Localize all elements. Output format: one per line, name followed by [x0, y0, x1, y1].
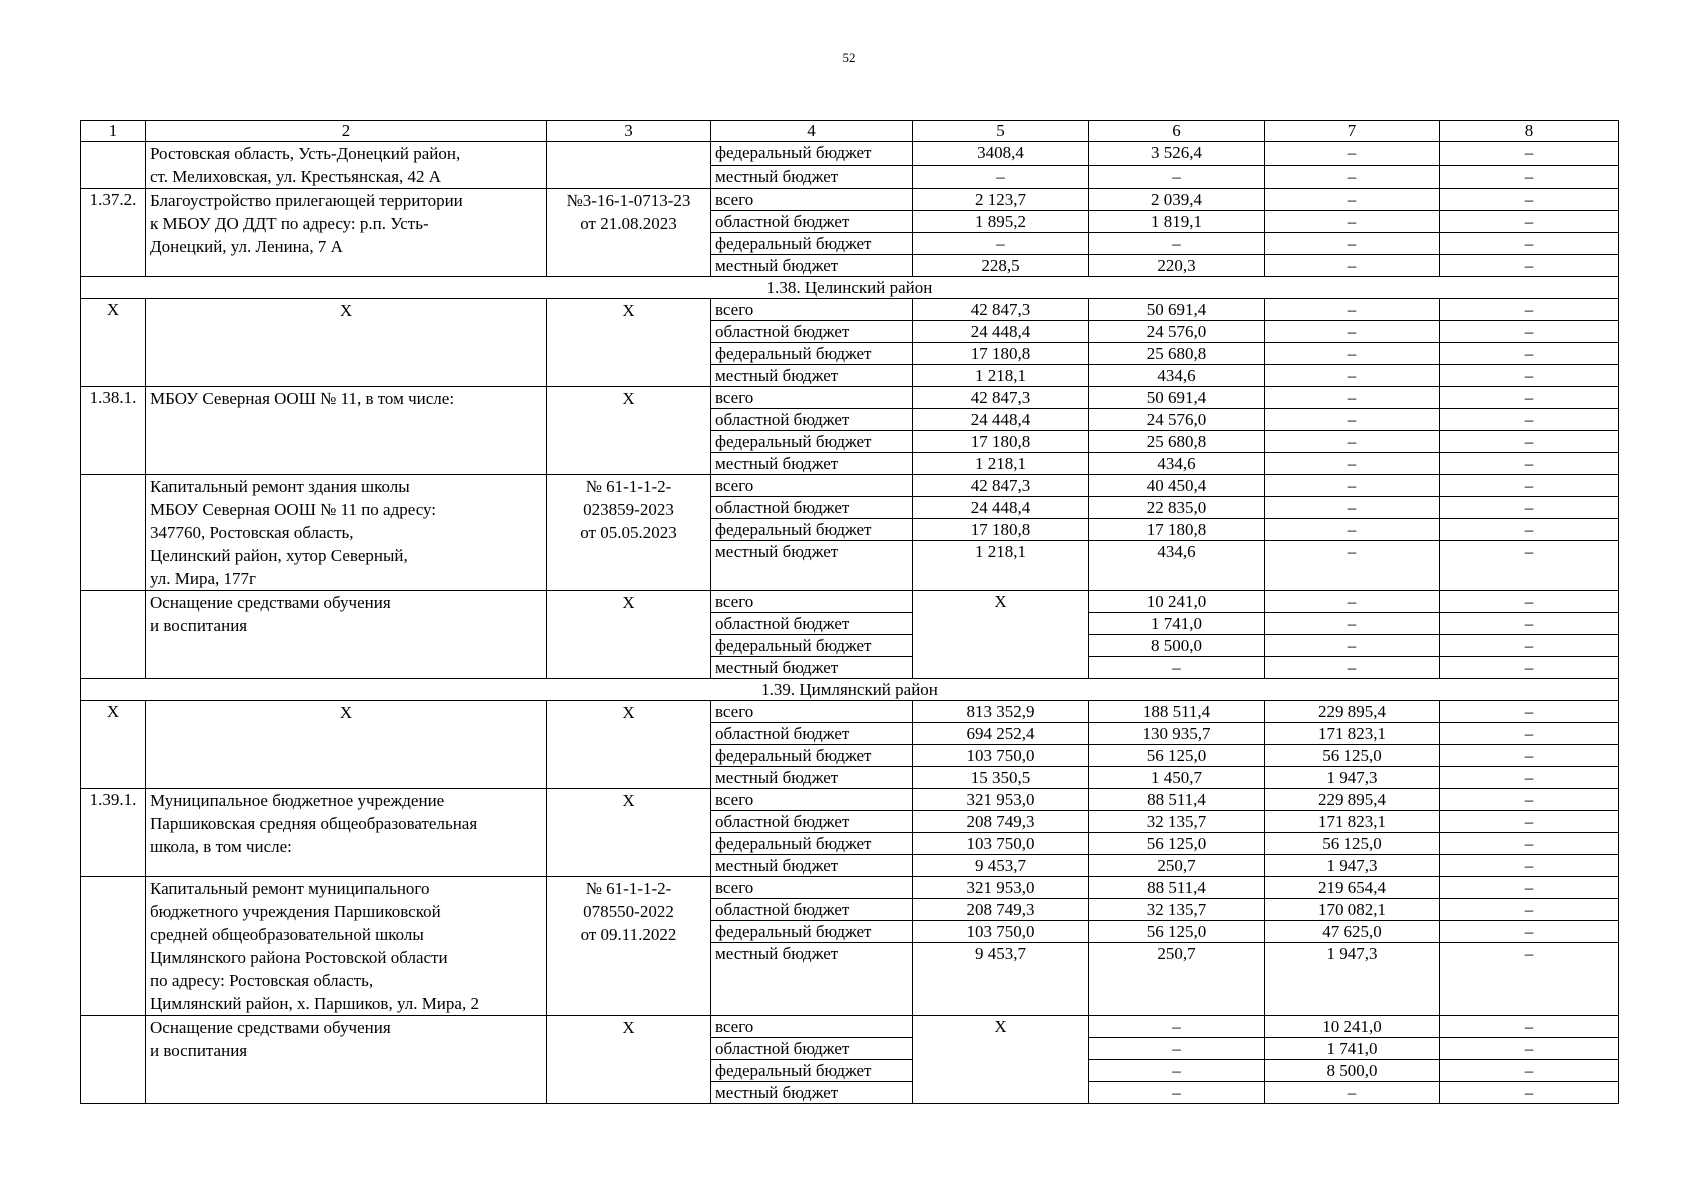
value-cell: – — [1265, 142, 1440, 166]
value-cell: 2 039,4 — [1089, 189, 1265, 211]
value-cell: – — [1265, 519, 1440, 541]
value-cell: 17 180,8 — [913, 431, 1089, 453]
value-cell: 22 835,0 — [1089, 497, 1265, 519]
value-cell: – — [1265, 1082, 1440, 1104]
budget-source: федеральный бюджет — [711, 519, 913, 541]
object-name: Капитальный ремонт здания школы МБОУ Северная ООШ № 11 по адресу: 347760, Ростовская область, Целинский район, хутор Северный, ул. Мира, 177г — [146, 475, 547, 591]
value-cell: 50 691,4 — [1089, 299, 1265, 321]
value-cell: 321 953,0 — [913, 877, 1089, 899]
value-cell: – — [1440, 591, 1619, 613]
value-cell: – — [1440, 943, 1619, 1016]
value-cell: 10 241,0 — [1265, 1016, 1440, 1038]
value-cell: 219 654,4 — [1265, 877, 1440, 899]
value-cell: 1 218,1 — [913, 365, 1089, 387]
value-cell: – — [1265, 613, 1440, 635]
value-cell: 2 123,7 — [913, 189, 1089, 211]
value-cell: 8 500,0 — [1089, 635, 1265, 657]
object-name: Капитальный ремонт муниципального бюджетного учреждения Паршиковской средней общеобразовательной школы Цимлянского района Ростовской области по адресу: Ростовская область, Цимлянский район, х. Паршиков, ул. Мира, 2 — [146, 877, 547, 1016]
document-number: X — [547, 387, 711, 475]
header-cell: 7 — [1265, 121, 1440, 142]
value-cell: – — [1440, 635, 1619, 657]
budget-source: областной бюджет — [711, 497, 913, 519]
budget-source: местный бюджет — [711, 855, 913, 877]
value-cell: – — [1440, 541, 1619, 591]
value-cell: – — [1265, 211, 1440, 233]
document-number: X — [547, 789, 711, 877]
budget-source: федеральный бюджет — [711, 142, 913, 166]
value-cell: 1 895,2 — [913, 211, 1089, 233]
table-row — [81, 1016, 1619, 1038]
object-name: Муниципальное бюджетное учреждение Паршиковская средняя общеобразовательная школа, в том числе: — [146, 789, 547, 877]
object-name: Благоустройство прилегающей территории к МБОУ ДО ДДТ по адресу: р.п. Усть- Донецкий, ул. Ленина, 7 А — [146, 189, 547, 277]
value-cell: – — [1440, 811, 1619, 833]
header-cell: 1 — [81, 121, 146, 142]
value-cell: – — [1440, 921, 1619, 943]
value-cell: 434,6 — [1089, 453, 1265, 475]
value-cell: – — [1440, 165, 1619, 189]
value-cell: – — [1440, 723, 1619, 745]
budget-source: местный бюджет — [711, 453, 913, 475]
budget-source: федеральный бюджет — [711, 1060, 913, 1082]
value-cell: 56 125,0 — [1089, 833, 1265, 855]
value-cell: 32 135,7 — [1089, 899, 1265, 921]
value-cell: – — [1089, 1038, 1265, 1060]
row-number — [81, 591, 146, 679]
budget-source: областной бюджет — [711, 723, 913, 745]
budget-source: областной бюджет — [711, 321, 913, 343]
value-cell: – — [1440, 387, 1619, 409]
value-cell: – — [1440, 475, 1619, 497]
value-cell: 1 218,1 — [913, 541, 1089, 591]
value-cell: – — [1440, 497, 1619, 519]
value-cell: – — [1440, 142, 1619, 166]
value-cell: 24 576,0 — [1089, 321, 1265, 343]
value-cell: – — [1089, 165, 1265, 189]
value-cell: – — [1265, 365, 1440, 387]
budget-source: всего — [711, 1016, 913, 1038]
value-cell: 9 453,7 — [913, 855, 1089, 877]
value-cell: – — [1440, 189, 1619, 211]
section-title: 1.38. Целинский район — [81, 277, 1619, 299]
row-number: X — [81, 299, 146, 387]
budget-source: всего — [711, 877, 913, 899]
value-cell: 208 749,3 — [913, 811, 1089, 833]
budget-table — [80, 120, 1619, 1104]
value-cell: 229 895,4 — [1265, 701, 1440, 723]
budget-source: областной бюджет — [711, 1038, 913, 1060]
value-cell: 1 947,3 — [1265, 855, 1440, 877]
value-cell: 103 750,0 — [913, 833, 1089, 855]
value-cell: 15 350,5 — [913, 767, 1089, 789]
value-cell: 40 450,4 — [1089, 475, 1265, 497]
document-number: X — [547, 591, 711, 679]
table-row — [81, 142, 1619, 166]
budget-source: федеральный бюджет — [711, 343, 913, 365]
value-cell: 32 135,7 — [1089, 811, 1265, 833]
value-cell: – — [1440, 855, 1619, 877]
table-row — [81, 701, 1619, 723]
row-number — [81, 877, 146, 1016]
value-cell: – — [1089, 657, 1265, 679]
value-cell: 42 847,3 — [913, 387, 1089, 409]
budget-source: местный бюджет — [711, 767, 913, 789]
value-cell: – — [1265, 591, 1440, 613]
value-cell: 88 511,4 — [1089, 877, 1265, 899]
value-cell: 24 448,4 — [913, 409, 1089, 431]
value-cell: 56 125,0 — [1089, 921, 1265, 943]
document-number — [547, 142, 711, 189]
budget-source: федеральный бюджет — [711, 921, 913, 943]
table-row — [81, 299, 1619, 321]
row-number: X — [81, 701, 146, 789]
value-cell: 24 448,4 — [913, 321, 1089, 343]
value-cell: – — [1265, 475, 1440, 497]
document-number: №3-16-1-0713-23 от 21.08.2023 — [547, 189, 711, 277]
value-cell: – — [1265, 233, 1440, 255]
value-cell: 88 511,4 — [1089, 789, 1265, 811]
value-cell: 8 500,0 — [1265, 1060, 1440, 1082]
value-cell: – — [1440, 701, 1619, 723]
value-cell: – — [1265, 431, 1440, 453]
merged-value-cell: X — [913, 1016, 1089, 1104]
table-row — [81, 475, 1619, 497]
value-cell: 1 741,0 — [1089, 613, 1265, 635]
value-cell: – — [1440, 833, 1619, 855]
object-name: Ростовская область, Усть-Донецкий район, ст. Мелиховская, ул. Крестьянская, 42 А — [146, 142, 547, 189]
budget-source: местный бюджет — [711, 1082, 913, 1104]
value-cell: – — [1440, 657, 1619, 679]
budget-source: федеральный бюджет — [711, 833, 913, 855]
value-cell: – — [1089, 1082, 1265, 1104]
value-cell: – — [1265, 299, 1440, 321]
object-name: МБОУ Северная ООШ № 11, в том числе: — [146, 387, 547, 475]
budget-source: местный бюджет — [711, 943, 913, 1016]
document-number: X — [547, 299, 711, 387]
value-cell: – — [1440, 519, 1619, 541]
section-row — [81, 277, 1619, 299]
value-cell: – — [1440, 1038, 1619, 1060]
budget-source: областной бюджет — [711, 211, 913, 233]
value-cell: – — [1440, 409, 1619, 431]
value-cell: – — [1089, 1060, 1265, 1082]
budget-source: всего — [711, 701, 913, 723]
value-cell: 42 847,3 — [913, 475, 1089, 497]
value-cell: 188 511,4 — [1089, 701, 1265, 723]
value-cell: – — [1440, 431, 1619, 453]
table-row — [81, 789, 1619, 811]
header-cell: 8 — [1440, 121, 1619, 142]
header-cell: 4 — [711, 121, 913, 142]
budget-source: местный бюджет — [711, 165, 913, 189]
value-cell: – — [1440, 1016, 1619, 1038]
value-cell: – — [1265, 387, 1440, 409]
value-cell: – — [1265, 321, 1440, 343]
value-cell: – — [1265, 343, 1440, 365]
object-name: Оснащение средствами обучения и воспитания — [146, 591, 547, 679]
budget-source: областной бюджет — [711, 811, 913, 833]
budget-source: федеральный бюджет — [711, 635, 913, 657]
value-cell: – — [1265, 453, 1440, 475]
value-cell: 1 947,3 — [1265, 943, 1440, 1016]
value-cell: 17 180,8 — [1089, 519, 1265, 541]
value-cell: 3408,4 — [913, 142, 1089, 166]
value-cell: – — [1265, 541, 1440, 591]
value-cell: – — [913, 165, 1089, 189]
value-cell: – — [1089, 1016, 1265, 1038]
header-cell: 3 — [547, 121, 711, 142]
header-row — [81, 121, 1619, 142]
value-cell: 3 526,4 — [1089, 142, 1265, 166]
value-cell: – — [1440, 211, 1619, 233]
value-cell: 17 180,8 — [913, 343, 1089, 365]
value-cell: – — [1440, 365, 1619, 387]
value-cell: – — [1440, 745, 1619, 767]
row-number: 1.38.1. — [81, 387, 146, 475]
budget-source: местный бюджет — [711, 541, 913, 591]
value-cell: 103 750,0 — [913, 921, 1089, 943]
row-number — [81, 475, 146, 591]
value-cell: 250,7 — [1089, 855, 1265, 877]
value-cell: – — [1440, 321, 1619, 343]
value-cell: 170 082,1 — [1265, 899, 1440, 921]
budget-source: местный бюджет — [711, 255, 913, 277]
row-number — [81, 1016, 146, 1104]
value-cell: 56 125,0 — [1265, 833, 1440, 855]
value-cell: 50 691,4 — [1089, 387, 1265, 409]
value-cell: 220,3 — [1089, 255, 1265, 277]
budget-source: всего — [711, 475, 913, 497]
value-cell: – — [1089, 233, 1265, 255]
value-cell: – — [1440, 233, 1619, 255]
document-number: X — [547, 701, 711, 789]
value-cell: – — [1440, 299, 1619, 321]
document-number: № 61-1-1-2- 023859-2023 от 05.05.2023 — [547, 475, 711, 591]
object-name: X — [146, 299, 547, 387]
value-cell: 1 741,0 — [1265, 1038, 1440, 1060]
budget-source: областной бюджет — [711, 613, 913, 635]
value-cell: 434,6 — [1089, 365, 1265, 387]
section-title: 1.39. Цимлянский район — [81, 679, 1619, 701]
value-cell: – — [1440, 255, 1619, 277]
value-cell: 321 953,0 — [913, 789, 1089, 811]
value-cell: 208 749,3 — [913, 899, 1089, 921]
value-cell: 17 180,8 — [913, 519, 1089, 541]
table-row — [81, 387, 1619, 409]
value-cell: – — [1440, 877, 1619, 899]
object-name: X — [146, 701, 547, 789]
value-cell: 103 750,0 — [913, 745, 1089, 767]
value-cell: 813 352,9 — [913, 701, 1089, 723]
table-body — [81, 121, 1619, 1104]
value-cell: – — [1440, 613, 1619, 635]
value-cell: – — [1440, 899, 1619, 921]
value-cell: 25 680,8 — [1089, 431, 1265, 453]
value-cell: – — [1265, 497, 1440, 519]
value-cell: – — [1440, 1060, 1619, 1082]
table-row — [81, 591, 1619, 613]
value-cell: 229 895,4 — [1265, 789, 1440, 811]
value-cell: – — [1265, 409, 1440, 431]
value-cell: 42 847,3 — [913, 299, 1089, 321]
value-cell: 47 625,0 — [1265, 921, 1440, 943]
value-cell: 250,7 — [1089, 943, 1265, 1016]
budget-source: всего — [711, 189, 913, 211]
value-cell: 9 453,7 — [913, 943, 1089, 1016]
value-cell: – — [1440, 343, 1619, 365]
value-cell: – — [1265, 657, 1440, 679]
value-cell: 24 576,0 — [1089, 409, 1265, 431]
value-cell: 56 125,0 — [1265, 745, 1440, 767]
budget-source: всего — [711, 789, 913, 811]
section-row — [81, 679, 1619, 701]
header-cell: 6 — [1089, 121, 1265, 142]
header-cell: 2 — [146, 121, 547, 142]
budget-source: всего — [711, 387, 913, 409]
value-cell: – — [1440, 789, 1619, 811]
page-number: 52 — [842, 50, 856, 65]
merged-value-cell: X — [913, 591, 1089, 679]
value-cell: 171 823,1 — [1265, 723, 1440, 745]
budget-source: местный бюджет — [711, 365, 913, 387]
value-cell: 434,6 — [1089, 541, 1265, 591]
budget-source: федеральный бюджет — [711, 745, 913, 767]
value-cell: – — [1265, 189, 1440, 211]
value-cell: 56 125,0 — [1089, 745, 1265, 767]
object-name: Оснащение средствами обучения и воспитания — [146, 1016, 547, 1104]
table-row — [81, 189, 1619, 211]
document-number: № 61-1-1-2- 078550-2022 от 09.11.2022 — [547, 877, 711, 1016]
value-cell: 1 218,1 — [913, 453, 1089, 475]
value-cell: – — [1440, 453, 1619, 475]
budget-source: всего — [711, 591, 913, 613]
value-cell: – — [1265, 165, 1440, 189]
value-cell: – — [1265, 255, 1440, 277]
value-cell: 10 241,0 — [1089, 591, 1265, 613]
table-row — [81, 877, 1619, 899]
value-cell: – — [913, 233, 1089, 255]
value-cell: – — [1440, 767, 1619, 789]
value-cell: 130 935,7 — [1089, 723, 1265, 745]
value-cell: – — [1440, 1082, 1619, 1104]
row-number: 1.39.1. — [81, 789, 146, 877]
row-number: 1.37.2. — [81, 189, 146, 277]
row-number — [81, 142, 146, 189]
header-cell: 5 — [913, 121, 1089, 142]
budget-source: федеральный бюджет — [711, 431, 913, 453]
value-cell: 1 450,7 — [1089, 767, 1265, 789]
document-number: X — [547, 1016, 711, 1104]
value-cell: 171 823,1 — [1265, 811, 1440, 833]
value-cell: 25 680,8 — [1089, 343, 1265, 365]
value-cell: 1 947,3 — [1265, 767, 1440, 789]
value-cell: 228,5 — [913, 255, 1089, 277]
budget-source: федеральный бюджет — [711, 233, 913, 255]
value-cell: 1 819,1 — [1089, 211, 1265, 233]
budget-source: местный бюджет — [711, 657, 913, 679]
budget-source: всего — [711, 299, 913, 321]
value-cell: 24 448,4 — [913, 497, 1089, 519]
value-cell: – — [1265, 635, 1440, 657]
budget-source: областной бюджет — [711, 899, 913, 921]
value-cell: 694 252,4 — [913, 723, 1089, 745]
budget-source: областной бюджет — [711, 409, 913, 431]
